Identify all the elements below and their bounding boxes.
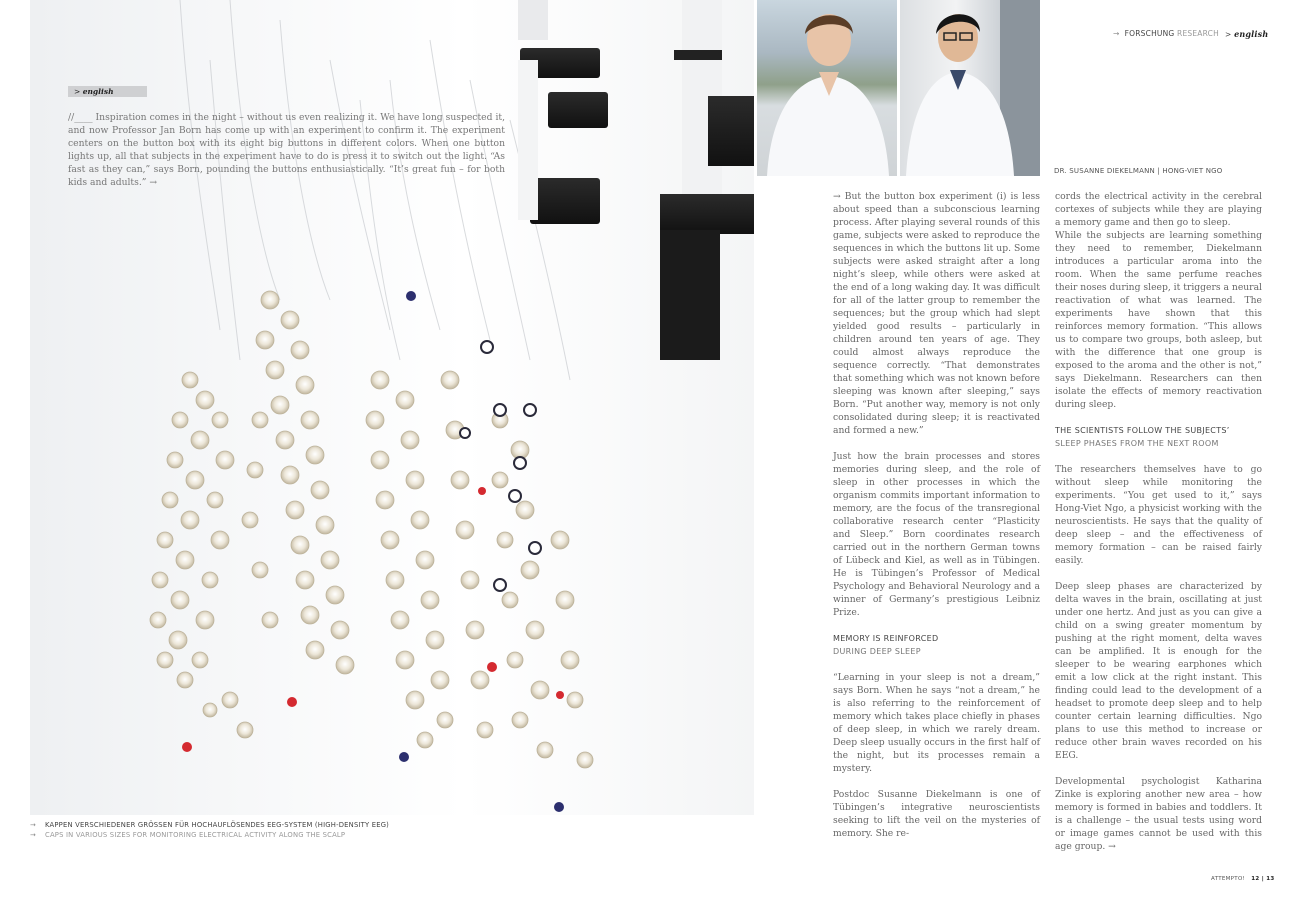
page-numbers: 12 | 13 (1251, 876, 1275, 882)
col1-paragraph-3: “Learning in your sleep is not a dream,” says Born. When he says “not a dream,” he is also referring to the reinforcement of memory which takes place chiefly in phases of deep sleep, in which we rarely dream. Deep sleep usually occurs in the first half of the night, but its processes remain a mystery. (833, 672, 1040, 774)
arrow-right-icon: → (1113, 29, 1120, 38)
page-footer (1211, 876, 1275, 882)
col1-paragraph-4: Postdoc Susanne Diekelmann is one of Tübingen’s integrative neuroscientists seeking to lift the veil on the mysteries of memory. She re- (833, 789, 1040, 839)
col1-paragraph-1: → But the button box experiment (i) is less about speed than a subconscious learning process. After playing several rounds of this game, subjects were asked to reproduce the sequences in which the buttons lit up. Some subjects were asked straight after a long night’s sleep, while others were asked at the end of a long waking day. It was difficult for all of the latter group to remember the sequences; but the group which had slept yielded good results – particularly in children around ten years of age. They could almost always reproduce the sequence correctly. “That demonstrates that something which was not known before sleeping was known after sleeping,” says Born. “Put another way, memory is not only consolidated during sleep; it is reactivated and formed a new.” (833, 191, 1040, 436)
photo-caption-de (30, 821, 389, 829)
portrait-caption: DR. SUSANNE DIEKELMANN | HONG-VIET NGO (1054, 167, 1223, 175)
english-tag (68, 86, 147, 97)
tag-arrow: > (74, 87, 81, 96)
language-link[interactable] (1225, 29, 1268, 39)
col2-paragraph-3: The researchers themselves have to go without sleep while monitoring the experiments. “You get used to it,” says Hong-Viet Ngo, a physicist working with the neuroscientists. He says that the quality of deep sleep – and the effectiveness of memory formation – can be raised fairly easily. (1055, 464, 1262, 566)
breadcrumb-section[interactable] (1113, 29, 1219, 38)
col2-heading: THE SCIENTISTS FOLLOW THE SUBJECTS’ (1055, 426, 1230, 435)
tag-label: english (82, 87, 114, 96)
arrow-right-icon: → (30, 821, 36, 829)
photo-caption-en (30, 831, 345, 839)
caption-de-text: KAPPEN VERSCHIEDENER GRÖSSEN FÜR HOCHAUFLÖSENDES EEG-SYSTEM (HIGH-DENSITY EEG) (45, 821, 390, 829)
article-column-2 (1055, 190, 1262, 853)
section-de: FORSCHUNG (1124, 29, 1175, 38)
col2-subheading: SLEEP PHASES FROM THE NEXT ROOM (1055, 439, 1219, 448)
article-column-1 (833, 190, 1040, 840)
col1-heading: MEMORY IS REINFORCED (833, 634, 939, 643)
intro-paragraph: //____ Inspiration comes in the night – without us even realizing it. We have long suspected it, and now Professor Jan Born has come up with an experiment to confirm it. The experiment centers on the button box with its eight big buttons in different colors. When one button lights up, all that subjects in the experiment have to do is press it to switch out the light. “As fast as they can,” says Born, pounding the buttons enthusiastically. “It’s great fun – for both kids and adults.” → (68, 112, 505, 188)
portrait-susanne-diekelmann (757, 0, 897, 176)
arrow-right-icon: → (30, 831, 36, 839)
col1-paragraph-2: Just how the brain processes and stores memories during sleep, and the role of sleep in other processes in which the organism commits important information to memory, are the focus of the transregional collaborative research center “Plasticity and Sleep.” Born coordinates research carried out in the northern German towns of Lübeck and Kiel, as well as in Tübingen. He is Tübingen’s Professor of Medical Psychology and Behavioral Neurology and a winner of Germany’s prestigious Leibniz Prize. (833, 451, 1040, 618)
col2-paragraph-1: cords the electrical activity in the cerebral cortexes of subjects while they are playing a memory game and then go to sleep. (1055, 191, 1262, 228)
chevron-right-icon: > (1225, 30, 1232, 39)
language-label: english (1234, 29, 1269, 39)
col2-paragraph-2: While the subjects are learning something they need to remember, Diekelmann introduces a particular aroma into the room. When the same perfume reaches their noses during sleep, it triggers a neural reactivation of what was learned. The experiments have shown that this reinforces memory formation. “This allows us to compare two groups, both asleep, but with the difference that one group is exposed to the aroma and the other is not,” says Diekelmann. Researchers can then isolate the effects of memory reactivation during sleep. (1055, 230, 1262, 410)
col2-paragraph-5: Developmental psychologist Katharina Zinke is exploring another new area – how memory is formed in babies and toddlers. It is a challenge – the usual tests using word or image games cannot be used with this age group. → (1055, 776, 1262, 852)
section-en: RESEARCH (1177, 29, 1219, 38)
col1-subheading: DURING DEEP SLEEP (833, 647, 921, 656)
caption-en-text: CAPS IN VARIOUS SIZES FOR MONITORING ELECTRICAL ACTIVITY ALONG THE SCALP (45, 831, 346, 839)
col2-paragraph-4: Deep sleep phases are characterized by delta waves in the brain, oscillating at just under one hertz. And just as you can give a child on a swing greater momentum by pushing at the right moment, delta waves can be amplified. It is enough for the sleeper to be wearing earphones which emit a low click at the right instant. This finding could lead to the development of a headset to promote deep sleep and to help counter certain learning difficulties. Ngo plans to use this method to increase or reduce other brain waves recorded on his EEG. (1055, 581, 1262, 761)
magazine-name: ATTEMPTO! (1211, 876, 1246, 882)
portrait-hong-viet-ngo (900, 0, 1040, 176)
